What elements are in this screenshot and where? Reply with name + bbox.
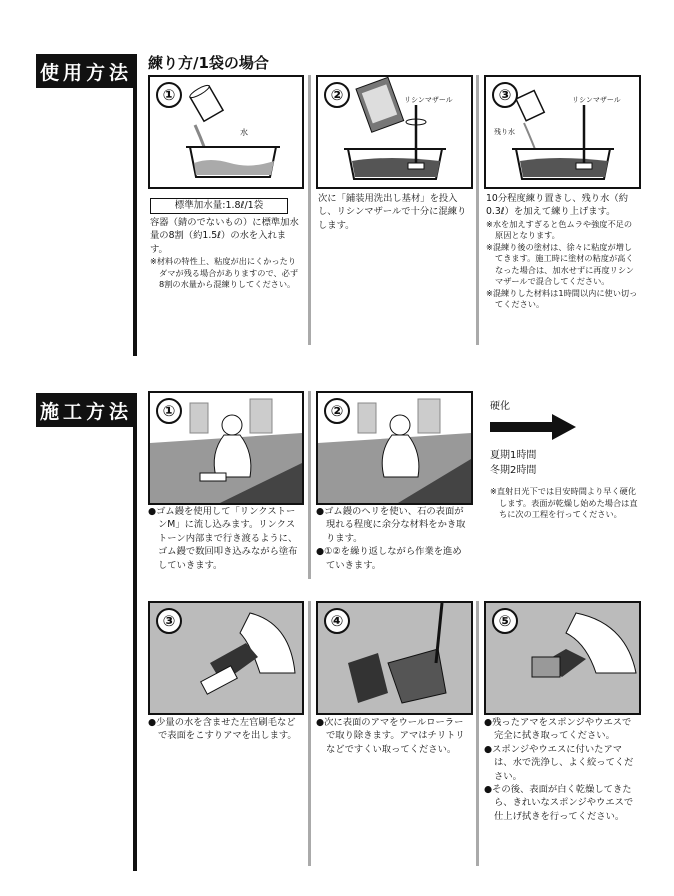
column-separator	[308, 601, 311, 866]
mixer-label: リシンマザール	[404, 96, 453, 104]
step-number: ⑤	[492, 608, 518, 634]
right-arrow-icon	[490, 414, 580, 440]
cure-summer: 夏期1時間	[490, 450, 537, 461]
usage-step1-illustration	[148, 75, 304, 189]
construction-step2-text	[316, 505, 470, 572]
construction-step2-bullet: ●①②を繰り返しながら作業を進めていきます。	[316, 546, 462, 571]
step-number: ①	[156, 398, 182, 424]
remaining-water-label: 残り水	[494, 128, 515, 136]
usage-step3-illustration	[484, 75, 641, 189]
usage-step3-body: 10分程度練り置きし、残り水（約0.3ℓ）を加えて練り上げます。	[486, 193, 628, 218]
cure-note: ※直射日光下では目安時間より早く硬化します。表面が乾燥し始めた場合は直ちに次の工程を行ってください。	[490, 486, 638, 519]
standard-water-amount: 標準加水量:1.8ℓ/1袋	[150, 198, 288, 214]
usage-step3-text	[486, 192, 638, 311]
construction-step5-bullet: ●スポンジやウエスに付いたアマは、水で洗浄し、よく絞ってください。	[484, 743, 634, 782]
step-number: ①	[156, 82, 182, 108]
construction-step1-bullet: ●ゴム鏝を使用して「リンクストーンM」に流し込みます。リンクストーン内部まで行き渡るように、ゴム鏝で数回叩き込みながら塗布していきます。	[148, 506, 298, 571]
construction-step5-illustration	[484, 601, 641, 715]
usage-step2-illustration	[316, 75, 473, 189]
construction-section-bar	[133, 393, 137, 871]
construction-step4-illustration	[316, 601, 473, 715]
usage-step3-note: ※混練り後の塗材は、徐々に粘度が増してきます。施工時に塗材の粘度が高くなった場合は、加水せずに再度リシンマザールで混合してください。	[486, 241, 634, 287]
step-number: ②	[324, 82, 350, 108]
water-label: 水	[240, 128, 248, 137]
step-number: ③	[492, 82, 518, 108]
usage-section-label: 使用方法	[36, 54, 136, 88]
usage-section-bar	[133, 54, 137, 356]
usage-step1-text	[150, 216, 300, 291]
construction-step4-bullet: ●次に表面のアマをウールローラーで取り除きます。アマはチリトリなどですくい取ってください。	[316, 717, 465, 755]
usage-step2-text	[318, 192, 470, 232]
construction-step5-text	[484, 716, 638, 823]
construction-section-label: 施工方法	[36, 393, 136, 427]
step-number: ④	[324, 608, 350, 634]
column-separator	[308, 391, 311, 579]
usage-step1-body: 容器（錆のでないもの）に標準加水量の8割（約1.5ℓ）の水を入れます。	[150, 217, 299, 255]
usage-step2-body: 次に「鋪装用洗出し基材」を投入し、リシンマザールで十分に混練りします。	[318, 193, 467, 231]
usage-step1-note: ※材料の特性上、粘度が出にくかったりダマが残る場合がありますので、必ず8割の水量から混練りしてください。	[150, 256, 299, 290]
construction-step3-bullet: ●少量の水を含ませた左官刷毛などで表面をこすりアマを出します。	[148, 717, 297, 742]
column-separator	[308, 75, 311, 345]
column-separator	[476, 601, 479, 866]
construction-step1-text	[148, 505, 302, 572]
cure-label: 硬化	[490, 401, 510, 412]
cure-winter: 冬期2時間	[490, 465, 537, 476]
construction-step5-bullet: ●その後、表面が白く乾燥してきたら、きれいなスポンジやウエスで仕上げ拭きを行ってください。	[484, 784, 634, 822]
step-number: ②	[324, 398, 350, 424]
construction-step5-bullet: ●残ったアマをスポンジやウエスで完全に拭き取ってください。	[484, 717, 632, 742]
usage-step3-note: ※水を加えすぎると色ムラや強度不足の原因となります。	[486, 218, 633, 241]
column-separator	[476, 75, 479, 345]
usage-heading: 練り方/1袋の場合	[148, 54, 269, 72]
step-number: ③	[156, 608, 182, 634]
construction-step3-illustration	[148, 601, 304, 715]
cure-info	[490, 397, 638, 521]
construction-step3-text	[148, 716, 302, 743]
construction-step2-bullet: ●ゴム鏝のヘリを使い、石の表面が現れる程度に余分な材料をかき取ります。	[316, 506, 466, 544]
usage-step3-note: ※混練りした材料は1時間以内に使い切ってください。	[486, 287, 638, 310]
construction-step2-illustration	[316, 391, 473, 505]
construction-step4-text	[316, 716, 470, 756]
construction-step1-illustration	[148, 391, 304, 505]
mixer-label: リシンマザール	[572, 96, 621, 104]
